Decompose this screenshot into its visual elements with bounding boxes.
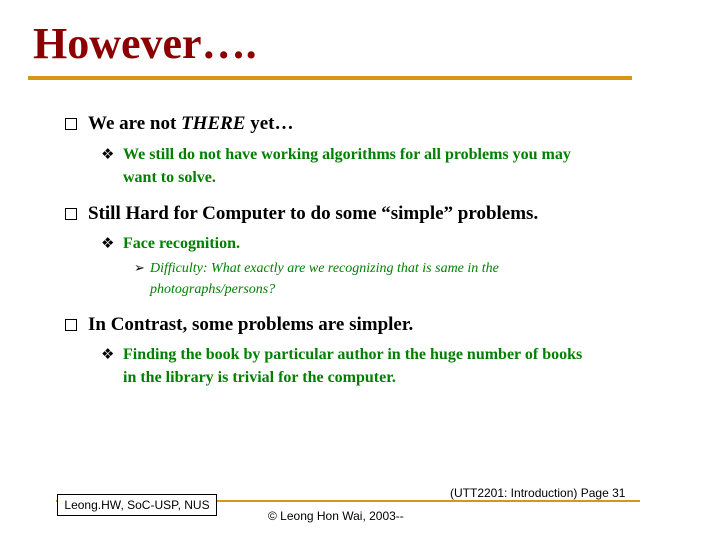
point-1: We are not THERE yet…	[88, 113, 294, 134]
arrow-bullet-icon: ➢	[134, 261, 145, 276]
diamond-bullet-icon: ❖	[101, 345, 115, 363]
point-2: Still Hard for Computer to do some “simple” problems.	[88, 203, 539, 224]
subpoint-2-1: Face recognition.	[123, 235, 241, 252]
diamond-bullet-icon: ❖	[101, 234, 115, 252]
subsubpoint-2-1-1: Difficulty: What exactly are we recognizing that is same in the photographs/persons?	[150, 261, 499, 297]
subpoint-1-1: We still do not have working algorithms for all problems you may want to solve.	[123, 146, 571, 186]
subpoint-3-1: Finding the book by particular author in the huge number of books in the library is trivial for the computer.	[123, 346, 583, 386]
square-bullet-icon	[65, 118, 77, 130]
square-bullet-icon	[65, 208, 77, 220]
square-bullet-icon	[65, 319, 77, 331]
point-3: In Contrast, some problems are simpler.	[88, 314, 414, 335]
diamond-bullet-icon: ❖	[101, 145, 115, 163]
copyright: © Leong Hon Wai, 2003--	[268, 509, 404, 523]
title-divider	[28, 76, 632, 80]
author-box: Leong.HW, SoC-USP, NUS	[57, 494, 217, 516]
point-1-emphasis: THERE	[181, 113, 246, 134]
page-note: (UTT2201: Introduction) Page 31	[450, 486, 626, 500]
slide-title: However….	[33, 19, 257, 68]
